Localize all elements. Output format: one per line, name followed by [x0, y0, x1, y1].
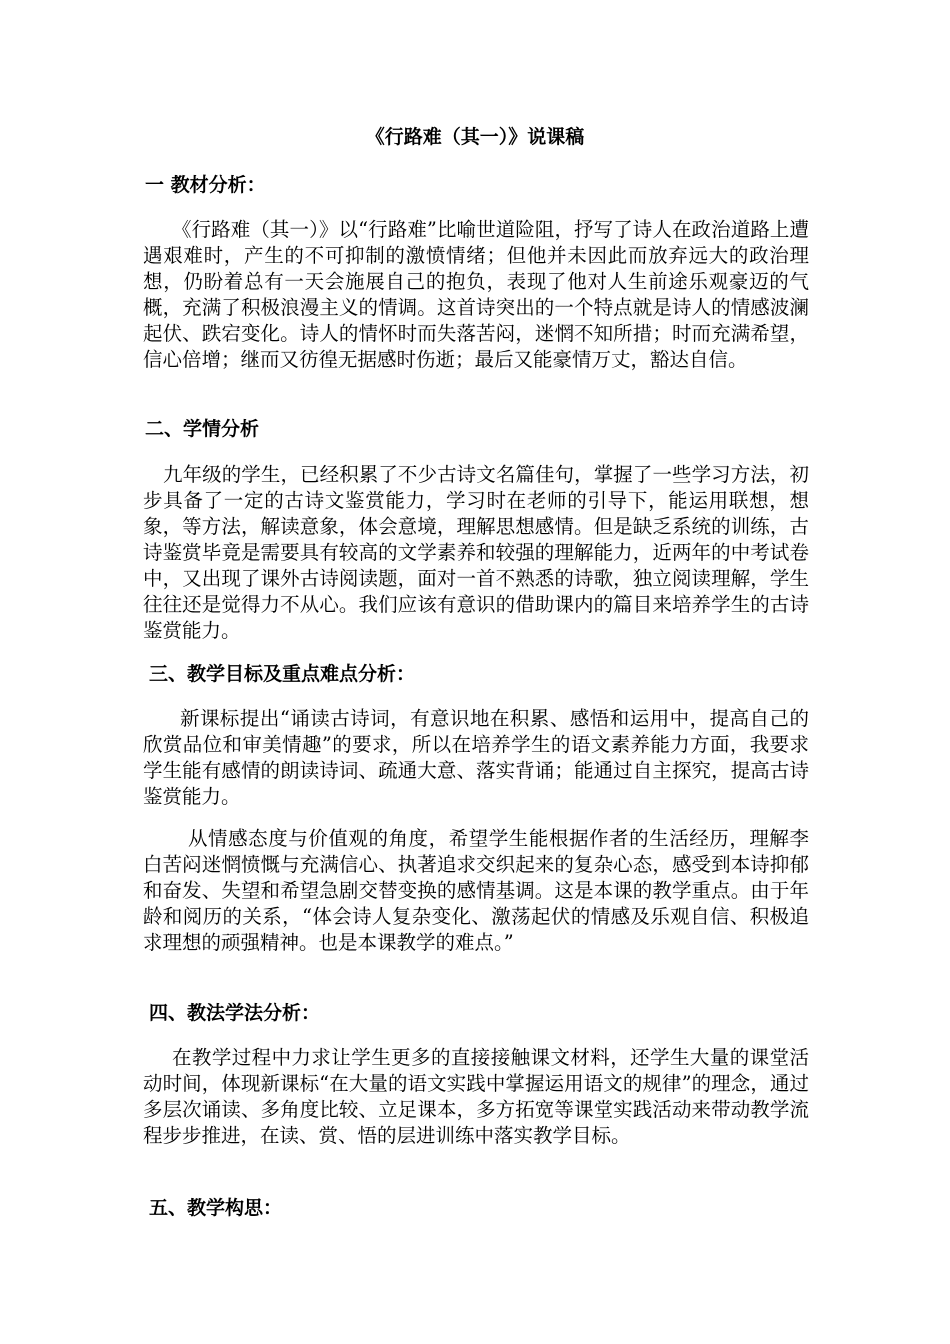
section-heading-student-analysis: 二、学情分析: [145, 418, 260, 440]
paragraph-teaching-methods: 在教学过程中力求让学生更多的直接接触课文材料，还学生大量的课堂活动时间，体现新课标“在大量的语文实践中掌握运用语文的规律”的理念，通过多层次诵读、多角度比较、立足课本，多方拓宽等课堂实践活动来带动教学流程步步推进，在读、赏、悟的层进训练中落实教学目标。: [143, 1046, 809, 1147]
section-heading-textbook-analysis: 一 教材分析：: [145, 174, 266, 196]
paragraph-teaching-goals-1: 新课标提出“诵读古诗词，有意识地在积累、感悟和运用中，提高自己的欣赏品位和审美情趣”的要求，所以在培养学生的语文素养能力方面，我要求学生能有感情的朗读诗词、疏通大意、落实背诵；能通过自主探究，提高古诗鉴赏能力。: [143, 707, 809, 808]
paragraph-student-analysis: 九年级的学生，已经积累了不少古诗文名篇佳句，掌握了一些学习方法，初步具备了一定的古诗文鉴赏能力，学习时在老师的引导下，能运用联想，想象，等方法，解读意象，体会意境，理解思想感情。但是缺乏系统的训练，古诗鉴赏毕竟是需要具有较高的文学素养和较强的理解能力，近两年的中考试卷中，又出现了课外古诗阅读题，面对一首不熟悉的诗歌，独立阅读理解，学生往往还是觉得力不从心。我们应该有意识的借助课内的篇目来培养学生的古诗鉴赏能力。: [143, 463, 809, 642]
paragraph-textbook-analysis: 《行路难（其一）》以“行路难”比喻世道险阻，抒写了诗人在政治道路上遭遇艰难时，产生的不可抑制的激愤情绪；但他并未因此而放弃远大的政治理想，仍盼着总有一天会施展自己的抱负，表现了他对人生前途乐观豪迈的气概，充满了积极浪漫主义的情调。这首诗突出的一个特点就是诗人的情感波澜起伏、跌宕变化。诗人的情怀时而失落苦闷，迷惘不知所措；时而充满希望，信心倍增；继而又彷徨无据感时伤逝；最后又能豪情万丈，豁达自信。: [143, 218, 809, 371]
paragraph-teaching-goals-2: 从情感态度与价值观的角度，希望学生能根据作者的生活经历，理解李白苦闷迷惘愤慨与充满信心、执著追求交织起来的复杂心态，感受到本诗抑郁和奋发、失望和希望急剧交替变换的感情基调。这是本课的教学重点。由于年龄和阅历的关系，“体会诗人复杂变化、激荡起伏的情感及乐观自信、积极追求理想的顽强精神。也是本课教学的难点。”: [143, 827, 809, 954]
document-title: 《行路难（其一）》说课稿: [365, 126, 585, 148]
section-heading-teaching-design: 五、教学构思：: [149, 1197, 283, 1219]
section-heading-teaching-goals: 三、教学目标及重点难点分析：: [149, 663, 416, 685]
section-heading-teaching-methods: 四、教法学法分析：: [149, 1002, 321, 1024]
